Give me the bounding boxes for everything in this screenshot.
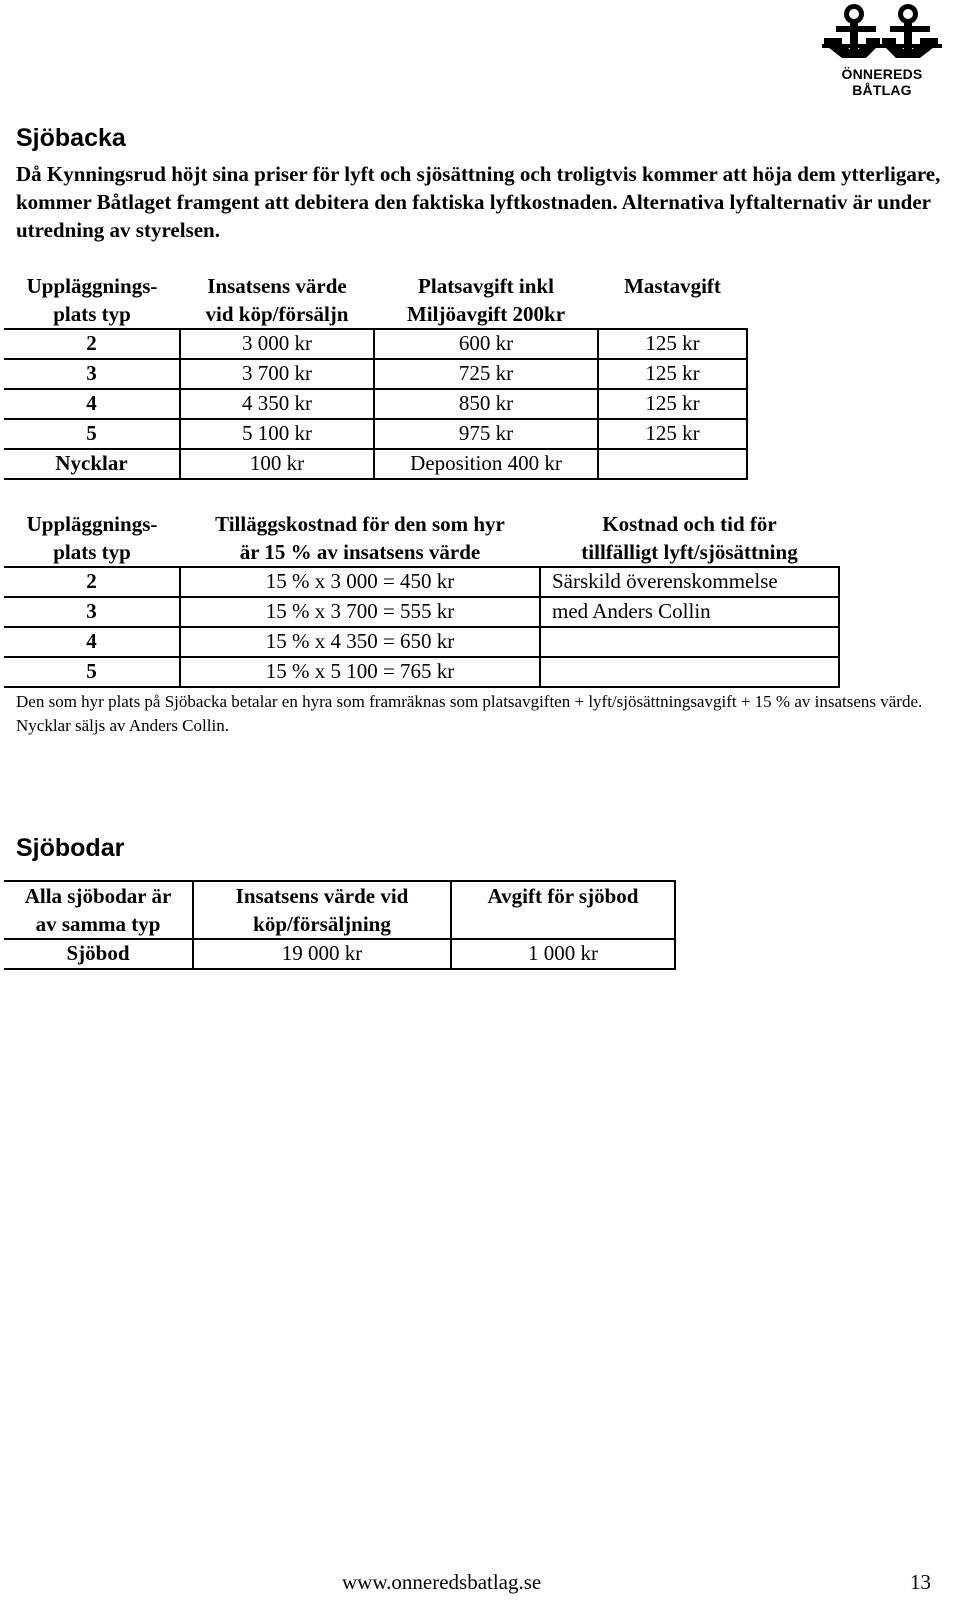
table-row bbox=[4, 419, 747, 449]
table-row bbox=[4, 359, 747, 389]
table-cell bbox=[598, 449, 747, 479]
table-header-row bbox=[4, 881, 675, 939]
table-cell: 15 % x 3 700 = 555 kr bbox=[180, 597, 540, 627]
table-cell: 600 kr bbox=[374, 329, 598, 359]
table-cell: 975 kr bbox=[374, 419, 598, 449]
logo-text: ÖNNEREDS BÅTLAG bbox=[841, 66, 923, 98]
table-cell: 125 kr bbox=[598, 359, 747, 389]
table-cell: 850 kr bbox=[374, 389, 598, 419]
column-header: Kostnad och tid för tillfälligt lyft/sjösättning bbox=[540, 510, 839, 567]
page-number: 13 bbox=[910, 1570, 931, 1594]
table-row bbox=[4, 627, 839, 657]
table-cell: 1 000 kr bbox=[451, 939, 675, 969]
intro-paragraph: Då Kynningsrud höjt sina priser för lyft och sjösättning och troligtvis kommer att höja dem ytterligare, kommer Båtlaget framgent att debitera den faktiska lyftkostnaden. Alternativa lyftalternativ är under utredning av styrelsen. bbox=[16, 162, 941, 242]
column-header: Uppläggnings- plats typ bbox=[4, 272, 180, 329]
table-cell: 2 bbox=[4, 567, 180, 597]
table-cell: 3 000 kr bbox=[180, 329, 374, 359]
column-header: Uppläggnings- plats typ bbox=[4, 510, 180, 567]
table-cell: 5 100 kr bbox=[180, 419, 374, 449]
table-cell: 15 % x 4 350 = 650 kr bbox=[180, 627, 540, 657]
rental-cost-table bbox=[4, 510, 840, 688]
table-cell: 125 kr bbox=[598, 329, 747, 359]
boathouse-table bbox=[4, 880, 676, 970]
column-header: Mastavgift bbox=[598, 272, 747, 329]
rental-note: Den som hyr plats på Sjöbacka betalar en hyra som framräknas som platsavgiften + lyft/sjösättningsavgift + 15 % av insatsens värde. Nycklar säljs av Anders Collin. bbox=[16, 692, 923, 735]
table-header-row bbox=[4, 510, 839, 567]
table-cell: 725 kr bbox=[374, 359, 598, 389]
table-cell: 3 bbox=[4, 597, 180, 627]
column-header: Tilläggskostnad för den som hyr är 15 % av insatsens värde bbox=[180, 510, 540, 567]
table-cell: Nycklar bbox=[4, 449, 180, 479]
table-cell bbox=[540, 657, 839, 687]
table-row bbox=[4, 567, 839, 597]
logo bbox=[812, 0, 952, 98]
table-cell: 4 bbox=[4, 389, 180, 419]
anchor-logo-icon bbox=[820, 0, 944, 64]
table-cell: 3 700 kr bbox=[180, 359, 374, 389]
table-cell: Särskild överenskommelse bbox=[540, 567, 839, 597]
table-cell: 15 % x 5 100 = 765 kr bbox=[180, 657, 540, 687]
table-row bbox=[4, 657, 839, 687]
table-cell: 125 kr bbox=[598, 419, 747, 449]
footer-website: www.onneredsbatlag.se bbox=[342, 1570, 542, 1594]
table-row bbox=[4, 389, 747, 419]
section-heading-sjobodar: Sjöbodar bbox=[16, 834, 125, 862]
table-row bbox=[4, 597, 839, 627]
table-cell: 15 % x 3 000 = 450 kr bbox=[180, 567, 540, 597]
pricing-table bbox=[4, 272, 748, 480]
table-row bbox=[4, 329, 747, 359]
table-cell: 5 bbox=[4, 419, 180, 449]
table-cell: 2 bbox=[4, 329, 180, 359]
column-header: Avgift för sjöbod bbox=[451, 881, 675, 939]
table-cell: Sjöbod bbox=[4, 939, 193, 969]
table-row bbox=[4, 449, 747, 479]
table-cell: Deposition 400 kr bbox=[374, 449, 598, 479]
table-row bbox=[4, 939, 675, 969]
table-cell: 100 kr bbox=[180, 449, 374, 479]
table-cell: med Anders Collin bbox=[540, 597, 839, 627]
column-header: Alla sjöbodar är av samma typ bbox=[4, 881, 193, 939]
section-heading-sjobacka: Sjöbacka bbox=[16, 124, 126, 152]
table-cell: 4 bbox=[4, 627, 180, 657]
column-header: Insatsens värde vid köp/försäljn bbox=[180, 272, 374, 329]
column-header: Platsavgift inkl Miljöavgift 200kr bbox=[374, 272, 598, 329]
column-header: Insatsens värde vid köp/försäljning bbox=[193, 881, 451, 939]
table-cell: 5 bbox=[4, 657, 180, 687]
table-cell bbox=[540, 627, 839, 657]
table-cell: 19 000 kr bbox=[193, 939, 451, 969]
table-cell: 4 350 kr bbox=[180, 389, 374, 419]
table-header-row bbox=[4, 272, 747, 329]
table-cell: 3 bbox=[4, 359, 180, 389]
table-cell: 125 kr bbox=[598, 389, 747, 419]
